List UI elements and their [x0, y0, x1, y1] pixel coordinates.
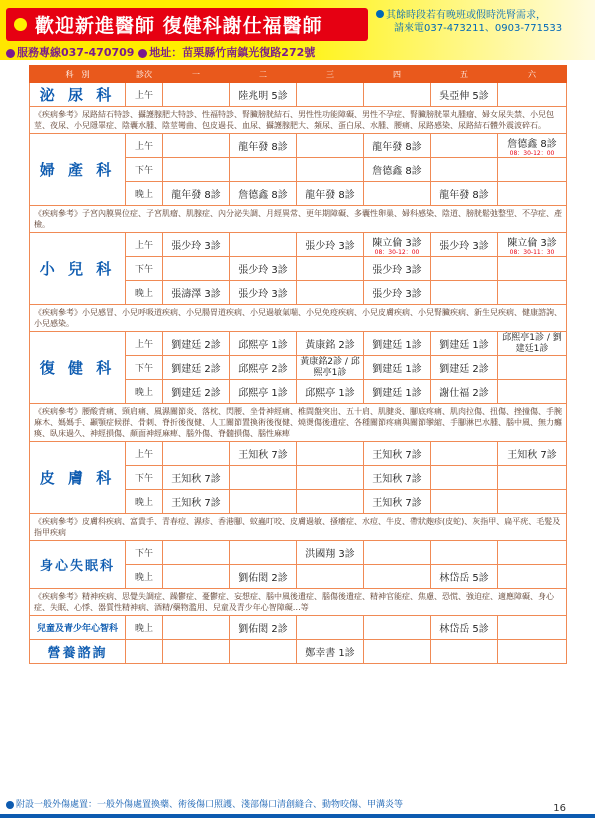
schedule-cell: [163, 83, 230, 107]
schedule-cell: [230, 541, 297, 565]
col-header: 五: [431, 66, 498, 83]
page-title: 歡迎新進醫師 復健科謝仕福醫師: [35, 15, 323, 37]
footer-text: 附設一般外傷處置：一般外傷處置換藥、術後傷口照護、淺部傷口清創縫合、動物咬傷、甲溝炎等: [16, 800, 404, 810]
session-label: 上午: [126, 83, 163, 107]
schedule-cell: 張少玲 3診: [230, 257, 297, 281]
schedule-cell: [431, 134, 498, 158]
table-row: [30, 442, 567, 466]
schedule-cell: [498, 380, 567, 404]
session-label: [126, 640, 163, 664]
schedule-cell: [163, 565, 230, 589]
col-header: 四: [364, 66, 431, 83]
dept-nutrition: 營養諮詢: [30, 640, 126, 664]
notice-line-2: 請來電037-473211、0903-771533: [394, 23, 563, 34]
table-row: [30, 640, 567, 664]
session-label: 下午: [126, 257, 163, 281]
bullet-icon: [376, 10, 384, 18]
schedule-cell: 劉佑閎 2診: [230, 565, 297, 589]
schedule-cell: [498, 541, 567, 565]
disease-note: 《疾病參考》尿路結石特診、攝護腺肥大特診、性福特診、腎臟膀胱結石、男性性功能障礙、男性不孕症、腎臟膀胱睪丸腫瘤、婦女尿失禁、小兒包莖、夜尿、小兒隱睪症、陰囊水腫、陰莖彎曲、包皮過長、血尿、攝護腺肥大、頻尿、蛋白尿、水腫、腰痛、尿路感染、尿路結石體外震波碎石。: [30, 107, 567, 134]
schedule-cell: [431, 442, 498, 466]
schedule-cell: [163, 134, 230, 158]
schedule-cell: [230, 466, 297, 490]
schedule-cell: 張少玲 3診: [297, 233, 364, 257]
schedule-cell: [498, 356, 567, 380]
session-label: 晚上: [126, 182, 163, 206]
schedule-cell: [297, 442, 364, 466]
schedule-cell: [431, 281, 498, 305]
session-label: 晚上: [126, 380, 163, 404]
schedule-cell: 龍年發 8診: [431, 182, 498, 206]
schedule-cell: [498, 466, 567, 490]
page-number: 16: [553, 803, 566, 814]
table-row: [30, 134, 567, 158]
session-label: 上午: [126, 134, 163, 158]
schedule-cell: 劉建廷 2診: [431, 356, 498, 380]
session-label: 晚上: [126, 616, 163, 640]
schedule-cell: [297, 565, 364, 589]
notice-line-1: 其餘時段若有晚班或假時洗腎需求，: [386, 10, 546, 21]
schedule-cell: [364, 182, 431, 206]
schedule-cell: [364, 565, 431, 589]
dept-derm: 皮 膚 科: [30, 442, 126, 514]
schedule-cell: [230, 233, 297, 257]
schedule-cell: [297, 466, 364, 490]
schedule-cell: 黃康銘 2診: [297, 332, 364, 356]
schedule-cell: 劉建廷 1診: [431, 332, 498, 356]
disease-note: 《疾病參考》精神疾病、思覺失調症、躁鬱症、憂鬱症、妄想症、腦中風後遺症、腦傷後遺症、精神官能症、焦慮、恐慌、強迫症、適應障礙、身心症、失眠、心悸、器質性精神病、酒精/藥物濫用、兒童及青少年心智障礙…等: [30, 589, 567, 616]
schedule-cell: [230, 158, 297, 182]
schedule-cell: 陸兆明 5診: [230, 83, 297, 107]
table-row: [30, 233, 567, 257]
schedule-cell: 邱熙亭1診 / 劉建廷1診: [498, 332, 567, 356]
schedule-cell: 劉建廷 2診: [163, 332, 230, 356]
schedule-cell: 邱熙亭 1診: [297, 380, 364, 404]
notice-text: [376, 9, 590, 35]
schedule-cell: [498, 158, 567, 182]
col-header: 二: [230, 66, 297, 83]
schedule-cell: [364, 616, 431, 640]
schedule-cell: 劉建廷 1診: [364, 380, 431, 404]
schedule-cell: 詹德鑫 8診: [230, 182, 297, 206]
session-label: 下午: [126, 466, 163, 490]
schedule-cell: [163, 541, 230, 565]
schedule-cell: [498, 616, 567, 640]
schedule-cell: 張少玲 3診: [230, 281, 297, 305]
schedule-cell: [498, 83, 567, 107]
schedule-cell: 張少玲 3診: [431, 233, 498, 257]
schedule-cell: 吳亞伸 5診: [431, 83, 498, 107]
disease-note: 《疾病參考》皮膚科疾病、富貴手、青春痘、濕疹、香港腳、蚊蟲叮咬、皮膚過敏、搔癢症、水痘、牛皮、帶狀皰疹(皮蛇)、灰指甲、扁平疣、毛髮及指甲疾病: [30, 514, 567, 541]
dept-rehab: 復 健 科: [30, 332, 126, 404]
bullet-icon: [6, 801, 14, 809]
time-note: 08：30-12：00: [509, 149, 555, 157]
col-header: 科 別: [30, 66, 126, 83]
schedule-cell: [163, 442, 230, 466]
table-row: [30, 541, 567, 565]
footer-note: [6, 797, 403, 810]
session-label: 晚上: [126, 281, 163, 305]
dept-obgyn: 婦 產 科: [30, 134, 126, 206]
schedule-cell: 劉建廷 2診: [163, 380, 230, 404]
schedule-cell: 林岱岳 5診: [431, 616, 498, 640]
schedule-cell: [297, 616, 364, 640]
session-label: 下午: [126, 356, 163, 380]
table-header: [30, 66, 567, 83]
schedule-cell: 王知秋 7診: [364, 490, 431, 514]
schedule-cell: [498, 565, 567, 589]
schedule-cell: [163, 616, 230, 640]
table-row: [30, 332, 567, 356]
schedule-cell: [230, 640, 297, 664]
disease-note: 《疾病參考》小兒感冒、小兒呼吸道疾病、小兒腸胃道疾病、小兒過敏氣喘、小兒免疫疾病、小兒皮膚疾病、小兒腎臟疾病、新生兒疾病、健康諮詢、小兒感染。: [30, 305, 567, 332]
schedule-cell: 邱熙亭 2診: [230, 356, 297, 380]
disease-note: 《疾病參考》腰酸背痛、頸肩痛、風濕關節炎、落枕、閃腰、坐骨神經痛、椎間盤突出、五十肩、肌腱炎、腳底疼痛、肌肉拉傷、扭傷、挫撞傷、手腕麻木、媽媽手、顳顎症候群、骨刺、脊折後復健、人工關節置換術後復健、燒燙傷後遺症、各種關節疼痛與關節攣縮、手腳淋巴水腫、腦中風、無力癱瘓、臥床過久、神經損傷、顏面神經麻痺、腦外傷、脊髓損傷、腦性麻痺: [30, 404, 567, 442]
schedule-cell: [297, 158, 364, 182]
schedule-cell: [297, 281, 364, 305]
schedule-table: [29, 65, 567, 664]
schedule-cell: 張濤澤 3診: [163, 281, 230, 305]
session-label: 上午: [126, 233, 163, 257]
schedule-cell: 詹德鑫 8診: [364, 158, 431, 182]
schedule-cell: [431, 158, 498, 182]
schedule-cell: [364, 640, 431, 664]
schedule-cell: [431, 490, 498, 514]
schedule-cell: 王知秋 7診: [163, 466, 230, 490]
schedule-cell: 劉建廷 1診: [364, 332, 431, 356]
schedule-cell: [364, 83, 431, 107]
contact-row: [6, 44, 315, 60]
schedule-cell: [498, 281, 567, 305]
dept-urology: 泌 尿 科: [30, 83, 126, 107]
schedule-cell: 劉建廷 1診: [364, 356, 431, 380]
schedule-cell: [297, 490, 364, 514]
schedule-cell: [364, 233, 431, 257]
schedule-cell: [498, 640, 567, 664]
schedule-cell: 王知秋 7診: [163, 490, 230, 514]
hotline: 服務專線037-470709: [17, 46, 135, 59]
address: 地址：苗栗縣竹南鎮光復路272號: [149, 46, 316, 59]
schedule-cell: 龍年發 8診: [297, 182, 364, 206]
dept-psych: 身心失眠科: [30, 541, 126, 589]
schedule-cell: 邱熙亭 1診: [230, 380, 297, 404]
schedule-cell: 王知秋 7診: [364, 466, 431, 490]
schedule-cell: [498, 134, 567, 158]
session-label: 下午: [126, 158, 163, 182]
schedule-cell: 張少玲 3診: [364, 257, 431, 281]
bullet-icon: [138, 49, 147, 58]
schedule-cell: [498, 490, 567, 514]
col-header: 一: [163, 66, 230, 83]
schedule-cell: [498, 233, 567, 257]
table-row: [30, 83, 567, 107]
schedule-cell: [297, 134, 364, 158]
schedule-cell: 林岱岳 5診: [431, 565, 498, 589]
doctor-name: 詹德鑫 8診: [507, 138, 557, 150]
footer-rule: [0, 814, 595, 818]
bullet-icon: [14, 18, 27, 31]
doctor-name: 陳立倫 3診: [372, 237, 422, 249]
schedule-cell: 劉建廷 2診: [163, 356, 230, 380]
schedule-cell: 洪國翔 3診: [297, 541, 364, 565]
schedule-cell: [163, 158, 230, 182]
dept-pediatrics: 小 兒 科: [30, 233, 126, 305]
session-label: 晚上: [126, 565, 163, 589]
schedule-cell: [498, 257, 567, 281]
schedule-cell: 龍年發 8診: [163, 182, 230, 206]
session-label: 下午: [126, 541, 163, 565]
col-header: 六: [498, 66, 567, 83]
title-box: [6, 8, 368, 41]
schedule-cell: 龍年發 8診: [230, 134, 297, 158]
table-row: [30, 616, 567, 640]
schedule-cell: 王知秋 7診: [230, 442, 297, 466]
schedule-cell: [364, 541, 431, 565]
schedule-cell: 謝仕福 2診: [431, 380, 498, 404]
dept-youth-psych: 兒童及青少年心智科: [30, 616, 126, 640]
col-header: 診次: [126, 66, 163, 83]
schedule-cell: 鄭幸書 1診: [297, 640, 364, 664]
schedule-cell: 邱熙亭 1診: [230, 332, 297, 356]
schedule-cell: [498, 182, 567, 206]
time-note: 08：30-12：00: [374, 248, 420, 256]
disease-note: 《疾病參考》子宮內膜異位症、子宮肌瘤、肌腺症、內分泌失調、月經異常、更年期障礙、多囊性卵巢、婦科感染、陰道、膀胱鬆弛整型、不孕症、產檢。: [30, 206, 567, 233]
schedule-cell: [230, 490, 297, 514]
schedule-cell: 劉佑閎 2診: [230, 616, 297, 640]
schedule-cell: 龍年發 8診: [364, 134, 431, 158]
schedule-cell: 王知秋 7診: [364, 442, 431, 466]
col-header: 三: [297, 66, 364, 83]
schedule-cell: 張少玲 3診: [364, 281, 431, 305]
schedule-cell: 張少玲 3診: [163, 233, 230, 257]
schedule-cell: [431, 541, 498, 565]
schedule-cell: [297, 83, 364, 107]
schedule-cell: [297, 257, 364, 281]
time-note: 08：30-11：30: [509, 248, 555, 256]
schedule-cell: [431, 640, 498, 664]
session-label: 上午: [126, 332, 163, 356]
session-label: 上午: [126, 442, 163, 466]
session-label: 晚上: [126, 490, 163, 514]
schedule-cell: 黃康銘2診 / 邱熙亭1診: [297, 356, 364, 380]
schedule-cell: 王知秋 7診: [498, 442, 567, 466]
schedule-cell: [431, 466, 498, 490]
schedule-cell: [431, 257, 498, 281]
doctor-name: 陳立倫 3診: [507, 237, 557, 249]
bullet-icon: [6, 49, 15, 58]
schedule-cell: [163, 257, 230, 281]
schedule-cell: [163, 640, 230, 664]
